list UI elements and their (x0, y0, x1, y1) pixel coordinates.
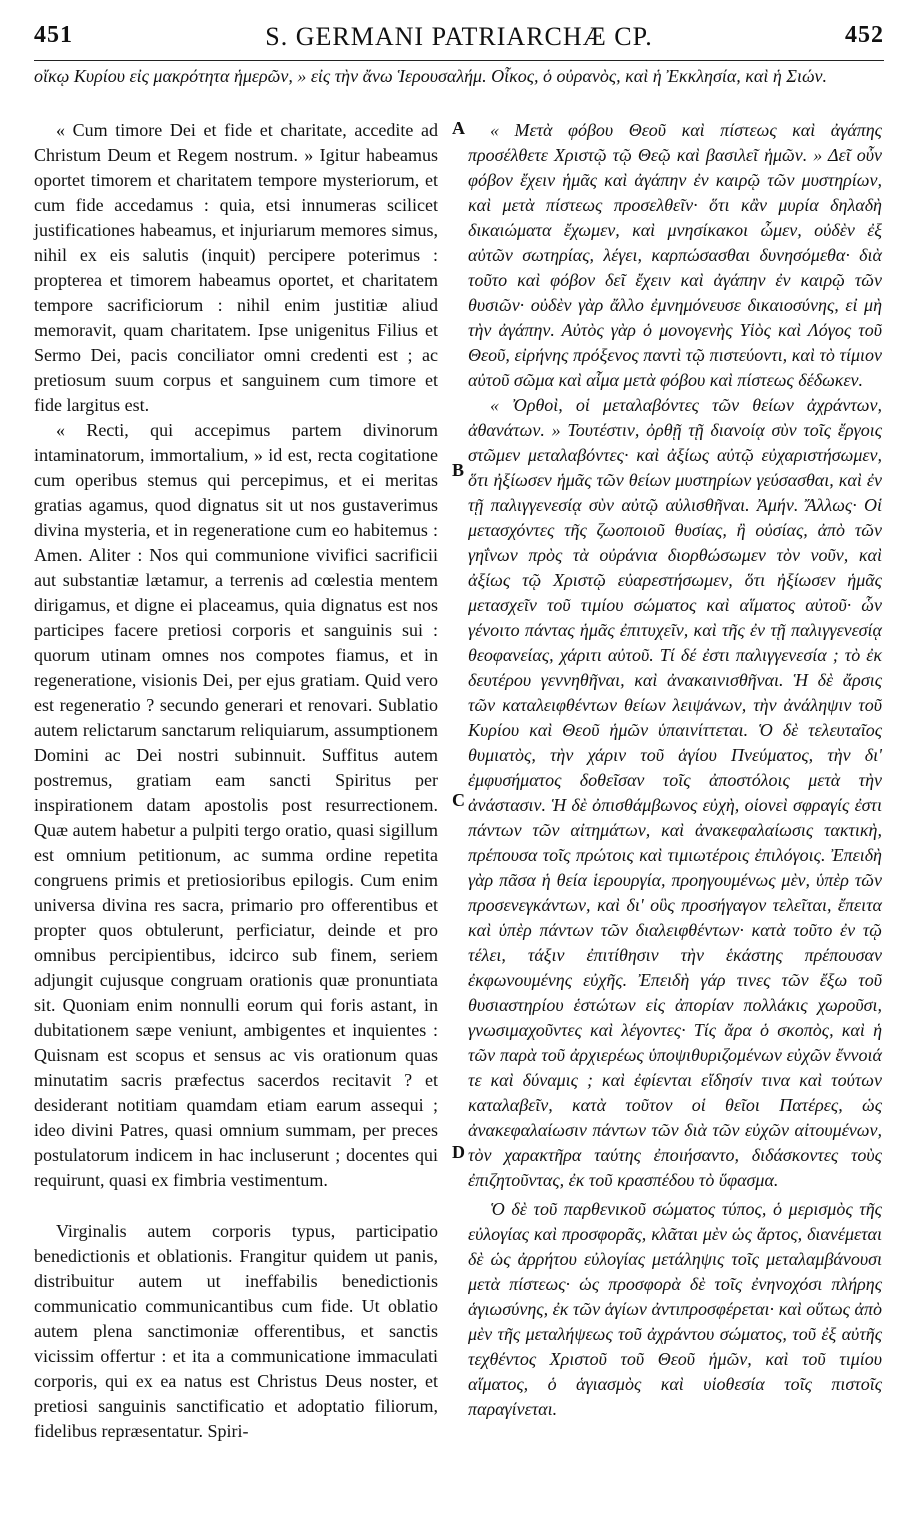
greek-paragraph-2: « Ὀρθοὶ, οἱ μεταλαβόντες τῶν θείων ἀχράντων, ἀθανάτων. » Τουτέστιν, ὀρθῇ τῇ διανοίᾳ σὺν τοῖς ἔργοις στῶμεν μεταλαβόντες· καὶ ἀξίως αὐτῷ εὐχαριστήσωμεν, ὅτι ἠξίωσεν ἡμᾶς τῶν θείων μυστηρίων γεύσασθαι, καὶ ἐν τῇ παλιγγενεσίᾳ σὺν αὐτῷ αὐλισθῆναι. Ἀμήν. Ἄλλως· Οἱ μετασχόντες τῆς ζωοποιοῦ θυσίας, ἢ οὐσίας, ἀπὸ τῶν γηΐνων πρὸς τὰ οὐράνια διορθώσωμεν τὸν νοῦν, καὶ ἀξίως τῷ Χριστῷ εὐαρεστήσωμεν, ὅτι ἠξίωσεν ἡμᾶς μετασχεῖν τοῦ τιμίου σώματος καὶ αἵματος αὐτοῦ· ὧν γένοιτο πάντας ἡμᾶς ἐπιτυχεῖν, καὶ τῆς ἐν τῇ παλιγγενεσίᾳ θεοφανείας, χάριτι αὐτοῦ. Τί δέ ἐστι παλιγγενεσία ; τὸ ἐκ δευτέρου γεννηθῆναι, καὶ ἀνακαινισθῆναι. Ἡ δὲ ἄρσις τῶν καταλειφθέντων θείων λειψάνων, τὴν ἀνάληψιν τοῦ Κυρίου καὶ Θεοῦ ἡμῶν ὑπαινίττεται. Ὁ δὲ τελευταῖος θυμιατὸς, τὴν χάριν τοῦ ἁγίου Πνεύματος, τὴν δι' ἐμφυσήματος δοθεῖσαν τοῖς ἀποστόλοις μετὰ τὴν ἀνάστασιν. Ἡ δὲ ὀπισθάμβωνος εὐχὴ, οἱονεὶ σφραγίς ἐστι πάντων τῶν αἰτημάτων, καὶ ἀνακεφαλαίωσις τακτικὴ, πρέπουσα τοῖς πρώτοις καὶ τιμιωτέροις ἐπιλόγοις. Ἐπειδὴ γὰρ πᾶσα ἡ θεία ἱερουργία, προηγουμένως μὲν, ὑπὲρ τῶν προσενεγκάντων, καὶ δι' οὓς προσήγαγον τελεῖται, ἔπειτα καὶ ὑπὲρ πάντων τῶν διαλειφθέντων· κατὰ τοῦτο ἐν τῷ τέλει, τάξιν ἐπιτίθησιν τὴν ἑκάστης πρέπουσαν ἐκφωνουμένης εὐχῆς. Ἐπειδὴ γάρ τινες τῶν ἔξω τοῦ θυσιαστηρίου ἑστώτων εἰς ἀπορίαν πολλάκις χωροῦσι, γνωσιμαχοῦντες καὶ λέγοντες· Τίς ἄρα ὁ σκοπὸς, καὶ ἡ τῶν παρὰ τοῦ ἀρχιερέως ὑποψιθυριζομένων εὐχῶν ἔννοιά τε καὶ δύναμις ; καὶ ἐφίενται εἴδησίν τινα καὶ τούτων καταλαβεῖν, κατὰ τοῦτον οἱ θεῖοι Πατέρες, ὡς ἀνακεφαλαίωσιν πάντων τῶν διὰ τῶν εὐχῶν αἰτουμένων, τὸν χαρακτῆρα ταύτης ἐποιήσαντο, διδάσκοντες τοὺς ἐπιζητοῦντας, ἐκ τοῦ κρασπέδου τὸ ὕφασμα. (468, 395, 882, 1190)
section-marker-d: D (452, 1142, 465, 1162)
greek-column (468, 118, 882, 1422)
header-rule (34, 60, 884, 61)
section-marker-b: B (452, 460, 465, 480)
greek-paragraph-1: « Μετὰ φόβου Θεοῦ καὶ πίστεως καὶ ἀγάπης προσέλθετε Χριστῷ τῷ Θεῷ καὶ βασιλεῖ ἡμῶν. » Δεῖ οὖν φόβον ἔχειν ἡμᾶς καὶ ἀγάπην ἐν καιρῷ τῶν μυστηρίων, καὶ μετὰ πίστεως προσελθεῖν· ὅτι κἂν μυρία δηλαδὴ δικαιώματα ἔχωμεν, καὶ μνησίκακοι ὦμεν, οὐδὲν ἐξ αὐτῶν σωτηρίας, λέγει, καρπώσασθαι δυνησόμεθα· διὰ τοῦτο καὶ φόβον δεῖ ἔχειν καὶ ἀγάπην ἐν καιρῷ τῶν θυσιῶν· οὐδὲν γὰρ ἄλλο ἐμνημόνευσε δικαιοσύνης, εἰ μὴ τὴν ἀγάπην. Αὐτὸς γὰρ ὁ μονογενὴς Υἱὸς καὶ Λόγος τοῦ Θεοῦ, εἰρήνης πρόξενος παντὶ τῷ πιστεύοντι, καὶ τὸ τίμιον αὐτοῦ σῶμα καὶ αἷμα μετὰ φόβου καὶ πίστεως δέδωκεν. (468, 120, 882, 390)
running-title: S. GERMANI PATRIARCHÆ CP. (265, 22, 653, 51)
section-marker-c: C (452, 790, 465, 810)
right-page-number: 452 (845, 22, 884, 48)
greek-paragraph-3: Ὁ δὲ τοῦ παρθενικοῦ σώματος τύπος, ὁ μερισμὸς τῆς εὐλογίας καὶ προσφορᾶς, κλᾶται μὲν ὡς ἄρτος, διανέμεται δὲ ὡς ἀρρήτου εὐλογίας μετάληψις τοῖς μεταλαμβάνουσι μετὰ πίστεως· ὡς προσφορὰ δὲ τοῖς ἐνηνοχόσι πλήρης ἁγιωσύνης, ἐκ τῶν ἁγίων ἀντιπροσφέρεται· καὶ οὕτως ἀπὸ μὲν τῆς μεταλήψεως τοῦ ἀχράντου σώματος, τοῦ ἐξ αὐτῆς τεχθέντος Χριστοῦ τοῦ Θεοῦ ἡμῶν, καὶ τοῦ τιμίου αἵματος, ὁ ἁγιασμὸς καὶ υἱοθεσία τοῖς πιστοῖς παραγίνεται. (468, 1199, 882, 1419)
latin-paragraph-2: « Recti, qui accepimus partem divinorum intaminatorum, immortalium, » id est, recta cogitatione cum operibus stemus qui percepimus, et ei meritas gratias agamus, quod dignatus sit ut nos gustaverimus divina mysteria, et in regeneratione cum eo habitemus : Amen. Aliter : Nos qui communione vivifici sacrificii aut substantiæ lætamur, a terrenis ad cœlestia mentem dirigamus, et digne ei placeamus, quia dignatus est nos participes facere pretiosi corporis et sanguinis sui : quorum utinam omnes nos compotes fiamus, et in regeneratione, visionis Dei, per ejus gratiam. Quid vero est regeneratio ? secundo generari et renovari. Sublatio autem relictarum sanctarum reliquiarum, assumptionem Domini ac Dei nostri subinnuit. Suffitus autem postremus, gratiam eam sancti Spiritus per inspirationem datam apostolis post resurrectionem. Quæ autem habetur a pulpiti tergo oratio, quasi sigillum est omnium petitionum, ac summa ordine repetita congruens primis et pretiosioribus epilogis. Cum enim universa divina res sacra, primario pro offerentibus et propter quos obtulerunt, perficiatur, deinde et pro omnibus percipientibus, idcirco sub finem, seriem adjungit cujusque congruam orationis quæ pronuntiata sit. Quoniam enim nonnulli eorum qui foris astant, in dubitationem sæpe veniunt, ambigentes et inquientes : Quisnam est scopus et sensus ac vis orationum quas minutatim sacris præfectus sacerdos recitavit ? et desiderant notitiam quamdam etiam earum assequi ; ideo divini Patres, quasi omnium summam, per preces postulatorum indicem in hac incluserunt ; docentes qui requirunt, quasi ex fimbria vestimentum. (34, 420, 438, 1190)
greek-continuation: οἴκῳ Κυρίου εἰς μακρότητα ἡμερῶν, » εἰς τὴν ἄνω Ἱερουσαλήμ. Οἶκος, ὁ οὐρανὸς, καὶ ἡ Ἐκκλησία, καὶ ἡ Σιών. (34, 66, 828, 86)
latin-paragraph-3: Virginalis autem corporis typus, participatio benedictionis et oblationis. Frangitur quidem ut panis, distribuitur autem ut ineffabilis benedictionis communicatio communicantibus cum fide. Ut oblatio autem plena sanctimoniæ offerentibus, et sanctis vicissim offertur : et ita a communicatione immaculati corporis, qui ex ea natus est Christus Deus noster, et pretiosi sanguinis sanctificatio et adoptatio filiorum, fidelibus repræsentatur. Spiri- (34, 1221, 438, 1441)
section-marker-a: A (452, 118, 465, 138)
latin-column (34, 118, 438, 1444)
latin-paragraph-1: « Cum timore Dei et fide et charitate, accedite ad Christum Deum et Regem nostrum. » Igitur habeamus oportet timorem et charitatem tempore mysteriorum, et cum fide accedamus : quia, etsi innumeras scilicet justificationes habeamus, et injuriarum memores simus, nihil ex eis salutis (inquit) percipere poterimus : propterea et timorem habeamus oportet, et charitatem tempore sacrificiorum : nihil enim justitiæ aliud memoravit, quam charitatem. Ipse unigenitus Filius et Sermo Dei, pacis conciliator omni credenti est ; ac pretiosum suum corpus et sanguinem cum timore et fide largitus est. (34, 120, 438, 415)
left-page-number: 451 (34, 22, 73, 48)
